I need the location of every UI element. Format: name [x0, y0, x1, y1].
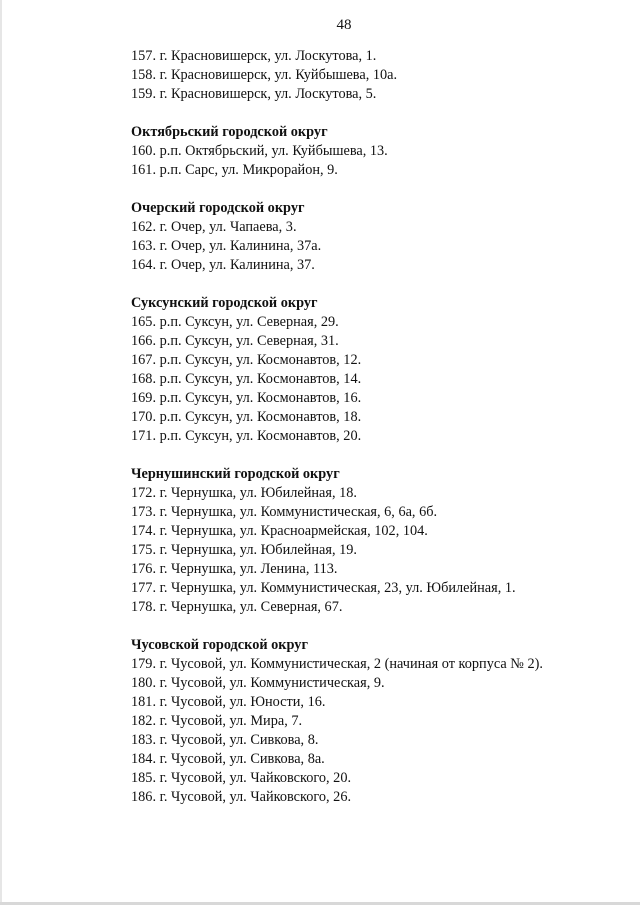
- address-list-item: 165. р.п. Суксун, ул. Северная, 29.: [131, 314, 339, 330]
- address-list-item: 158. г. Красновишерск, ул. Куйбышева, 10а.: [131, 67, 398, 83]
- address-list-item: 160. р.п. Октябрьский, ул. Куйбышева, 13.: [131, 143, 388, 159]
- section-heading: Чусовской городской округ: [131, 637, 308, 653]
- address-list-item: 163. г. Очер, ул. Калинина, 37а.: [131, 238, 322, 254]
- address-list-item: 175. г. Чернушка, ул. Юбилейная, 19.: [131, 542, 357, 558]
- scan-left-edge: [0, 0, 2, 905]
- section-heading: Чернушинский городской округ: [131, 466, 340, 482]
- address-list-item: 168. р.п. Суксун, ул. Космонавтов, 14.: [131, 371, 362, 387]
- address-list-item: 186. г. Чусовой, ул. Чайковского, 26.: [131, 789, 352, 805]
- address-list-item: 157. г. Красновишерск, ул. Лоскутова, 1.: [131, 48, 377, 64]
- address-list-item: 167. р.п. Суксун, ул. Космонавтов, 12.: [131, 352, 362, 368]
- address-list-item: 166. р.п. Суксун, ул. Северная, 31.: [131, 333, 339, 349]
- section-heading: Очерский городской округ: [131, 200, 305, 216]
- address-list-item: 171. р.п. Суксун, ул. Космонавтов, 20.: [131, 428, 362, 444]
- address-list-item: 182. г. Чусовой, ул. Мира, 7.: [131, 713, 303, 729]
- address-list-item: 172. г. Чернушка, ул. Юбилейная, 18.: [131, 485, 357, 501]
- address-list: [131, 47, 621, 807]
- address-list-item: 176. г. Чернушка, ул. Ленина, 113.: [131, 561, 338, 577]
- address-list-item: 170. р.п. Суксун, ул. Космонавтов, 18.: [131, 409, 362, 425]
- address-list-item: 178. г. Чернушка, ул. Северная, 67.: [131, 599, 343, 615]
- address-list-item: 159. г. Красновишерск, ул. Лоскутова, 5.: [131, 86, 377, 102]
- address-list-item: 179. г. Чусовой, ул. Коммунистическая, 2 (начиная от корпуса № 2).: [131, 656, 543, 672]
- address-list-item: 184. г. Чусовой, ул. Сивкова, 8а.: [131, 751, 325, 767]
- address-list-item: 174. г. Чернушка, ул. Красноармейская, 102, 104.: [131, 523, 428, 539]
- address-list-item: 185. г. Чусовой, ул. Чайковского, 20.: [131, 770, 352, 786]
- address-list-item: 180. г. Чусовой, ул. Коммунистическая, 9.: [131, 675, 385, 691]
- section-heading: Октябрьский городской округ: [131, 124, 328, 140]
- section-heading: Суксунский городской округ: [131, 295, 318, 311]
- address-list-item: 164. г. Очер, ул. Калинина, 37.: [131, 257, 315, 273]
- address-list-item: 181. г. Чусовой, ул. Юности, 16.: [131, 694, 326, 710]
- address-list-item: 162. г. Очер, ул. Чапаева, 3.: [131, 219, 297, 235]
- address-list-item: 169. р.п. Суксун, ул. Космонавтов, 16.: [131, 390, 362, 406]
- address-list-item: 177. г. Чернушка, ул. Коммунистическая, 23, ул. Юбилейная, 1.: [131, 580, 516, 596]
- address-list-item: 161. р.п. Сарс, ул. Микрорайон, 9.: [131, 162, 338, 178]
- address-list-item: 183. г. Чусовой, ул. Сивкова, 8.: [131, 732, 319, 748]
- page-number: 48: [336, 17, 352, 33]
- address-list-item: 173. г. Чернушка, ул. Коммунистическая, 6, 6а, 6б.: [131, 504, 438, 520]
